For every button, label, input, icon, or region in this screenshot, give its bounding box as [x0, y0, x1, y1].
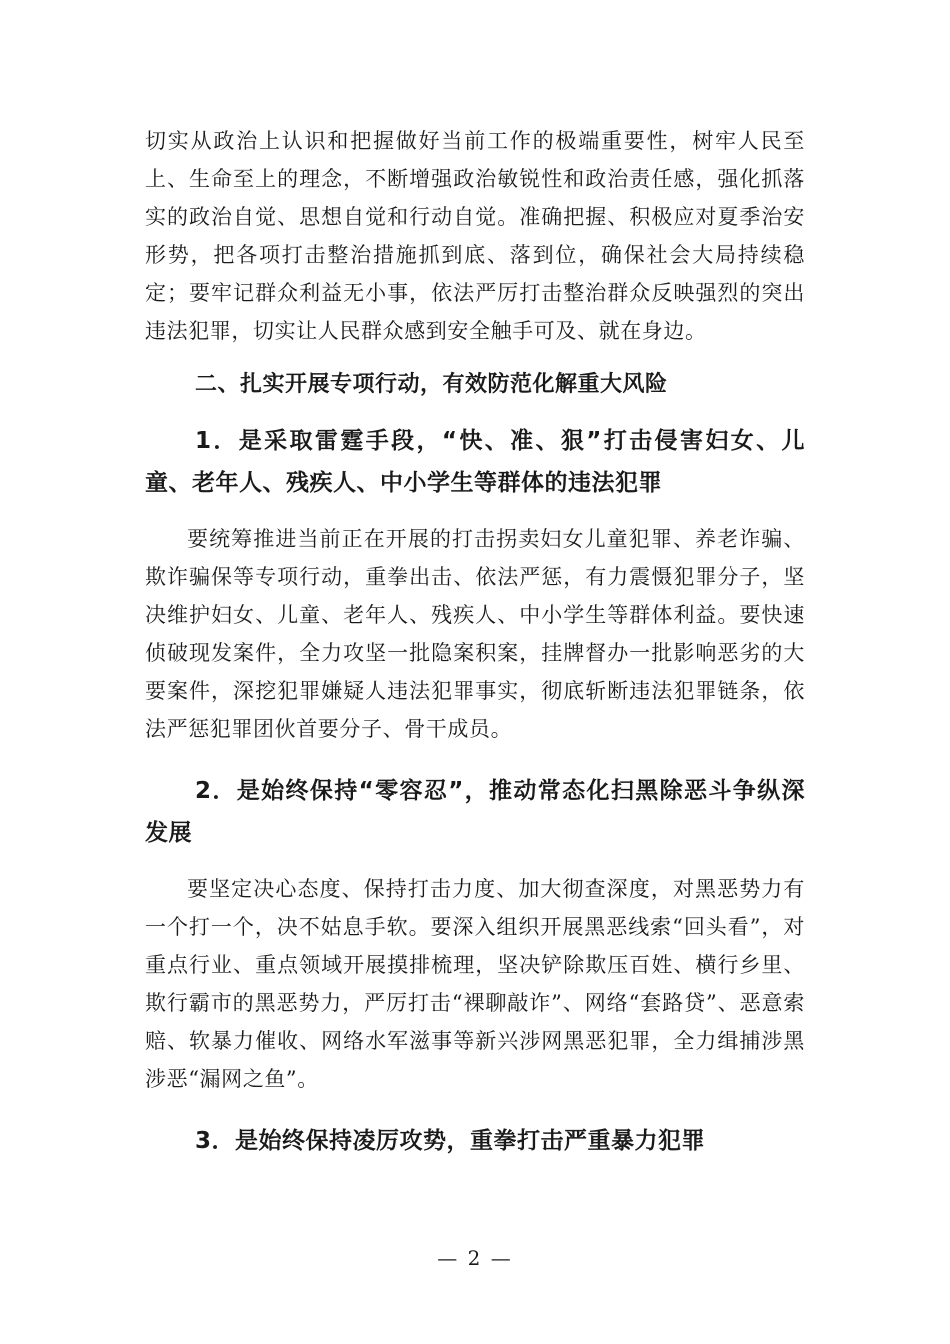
paragraph-intro: 切实从政治上认识和把握做好当前工作的极端重要性，树牢人民至上、生命至上的理念，不断增强政治敏锐性和政治责任感，强化抓落实的政治自觉、思想自觉和行动自觉。准确把握、积极应对夏季治安形势，把各项打击整治措施抓到底、落到位，确保社会大局持续稳定；要牢记群众利益无小事，依法严厉打击整治群众反映强烈的突出违法犯罪，切实让人民群众感到安全触手可及、就在身边。 [145, 129, 805, 343]
paragraph-1: 要统筹推进当前正在开展的打击拐卖妇女儿童犯罪、养老诈骗、欺诈骗保等专项行动，重拳出击、依法严惩，有力震慑犯罪分子，坚决维护妇女、儿童、老年人、残疾人、中小学生等群体利益。要快速侦破现发案件，全力攻坚一批隐案积案，挂牌督办一批影响恶劣的大要案件，深挖犯罪嫌疑人违法犯罪事实，彻底斩断违法犯罪链条，依法严惩犯罪团伙首要分子、骨干成员。 [145, 527, 805, 741]
subsection-heading-2: 2．是始终保持“零容忍”，推动常态化扫黑除恶斗争纵深发展 [145, 778, 805, 846]
paragraph-2: 要坚定决心态度、保持打击力度、加大彻查深度，对黑恶势力有一个打一个，决不姑息手软。要深入组织开展黑恶线索“回头看”，对重点行业、重点领域开展摸排梳理，坚决铲除欺压百姓、横行乡里、欺行霸市的黑恶势力，严厉打击“裸聊敲诈”、网络“套路贷”、恶意索赔、软暴力催收、网络水军滋事等新兴涉网黑恶犯罪，全力缉捕涉黑涉恶“漏网之鱼”。 [145, 877, 805, 1091]
page-number: — 2 — [437, 1246, 513, 1270]
document-body [145, 122, 805, 1162]
subsection-heading-3: 3．是始终保持凌厉攻势，重拳打击严重暴力犯罪 [195, 1128, 706, 1154]
section-heading-2: 二、扎实开展专项行动，有效防范化解重大风险 [195, 372, 668, 397]
subsection-heading-1: 1．是采取雷霆手段，“快、准、狠”打击侵害妇女、儿童、老年人、残疾人、中小学生等群体的违法犯罪 [145, 428, 805, 496]
